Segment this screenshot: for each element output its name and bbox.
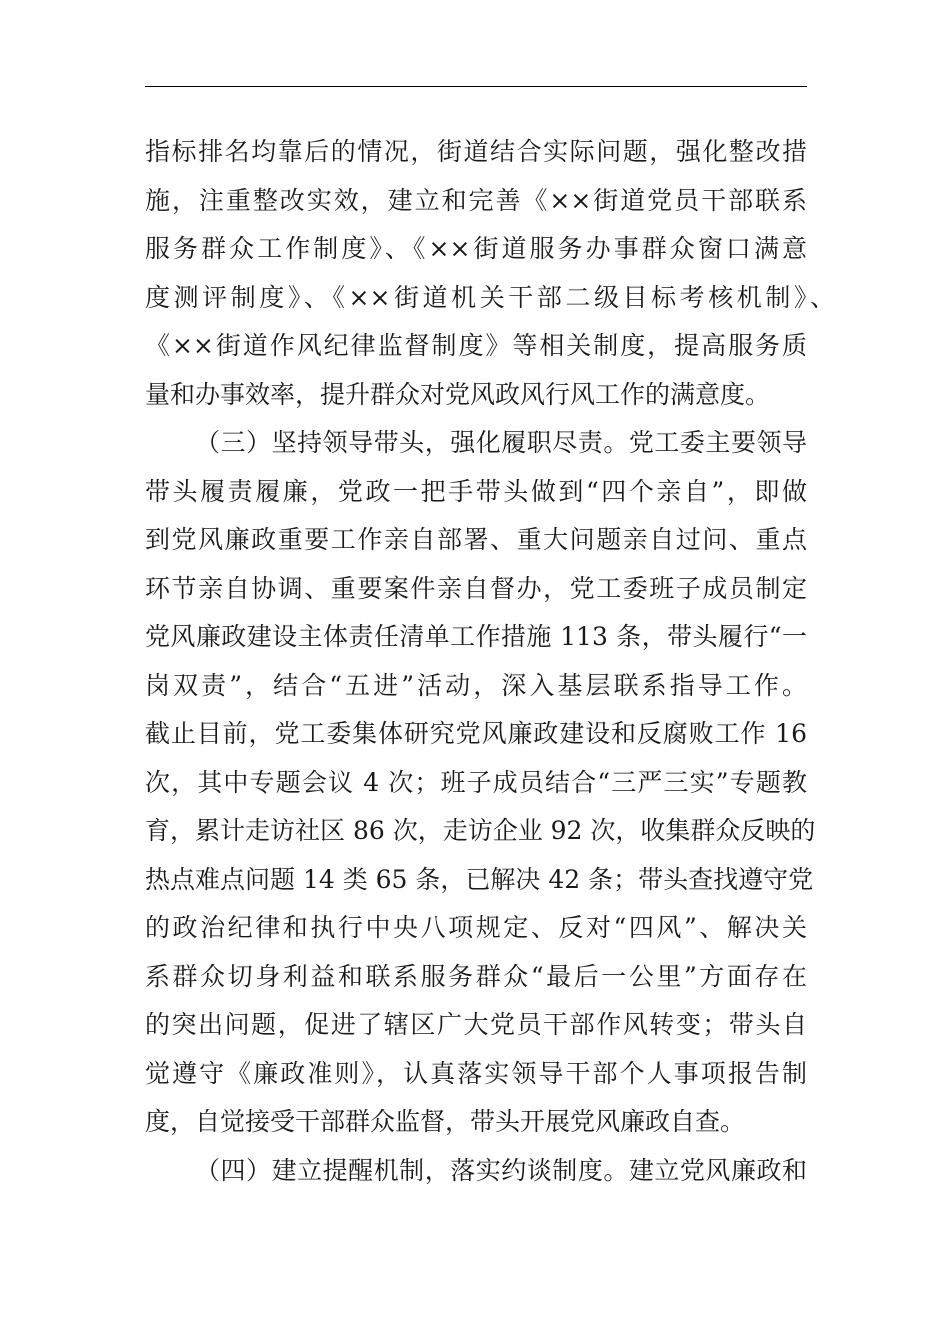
paragraph-heading-line: （三）坚持领导带头，强化履职尽责。党工委主要领导 <box>195 428 807 457</box>
text-line: 的突出问题，促进了辖区广大党员干部作风转变；带头自 <box>145 1010 807 1039</box>
text-line: 热点难点问题 14 类 65 条，已解决 42 条；带头查找遵守党 <box>145 864 814 894</box>
text-line: 指标排名均靠后的情况，街道结合实际问题，强化整改措 <box>145 137 807 166</box>
text-line: 度测评制度》、《××街道机关干部二级目标考核机制》、 <box>145 282 835 312</box>
text-line: 党风廉政建设主体责任清单工作措施 113 条，带头履行“一 <box>145 622 807 651</box>
text-line: 环节亲自协调、重要案件亲自督办，党工委班子成员制定 <box>145 573 807 603</box>
text-line: 的政治纪律和执行中央八项规定、反对“四风”、解决关 <box>145 913 807 942</box>
header-rule <box>145 86 807 87</box>
document-body <box>145 128 835 1195</box>
text-line: 系群众切身利益和联系服务群众“最后一公里”方面存在 <box>145 961 807 991</box>
text-line: 截止目前，党工委集体研究党风廉政建设和反腐败工作 16 <box>145 719 807 748</box>
text-line: 施，注重整改实效，建立和完善《××街道党员干部联系 <box>145 185 807 215</box>
text-line: 带头履责履廉，党政一把手带头做到“四个亲自”，即做 <box>145 476 807 506</box>
text-line: 觉遵守《廉政准则》，认真落实领导干部个人事项报告制 <box>145 1058 807 1088</box>
text-line: 到党风廉政重要工作亲自部署、重大问题亲自过问、重点 <box>145 525 807 554</box>
text-line: 岗双责”，结合“五进”活动，深入基层联系指导工作。 <box>145 670 807 700</box>
text-line: 度，自觉接受干部群众监督，带头开展党风廉政自查。 <box>145 1107 746 1136</box>
text-line: 育，累计走访社区 86 次，走访企业 92 次，收集群众反映的 <box>145 816 816 845</box>
text-line: 服务群众工作制度》、《××街道服务办事群众窗口满意 <box>145 234 807 263</box>
text-line: 量和办事效率，提升群众对党风政风行风工作的满意度。 <box>145 379 771 409</box>
text-line: 《××街道作风纪律监督制度》等相关制度，提高服务质 <box>145 331 807 360</box>
paragraph-heading-line: （四）建立提醒机制，落实约谈制度。建立党风廉政和 <box>195 1155 807 1185</box>
text-line: 次，其中专题会议 4 次；班子成员结合“三严三实”专题教 <box>145 767 807 797</box>
